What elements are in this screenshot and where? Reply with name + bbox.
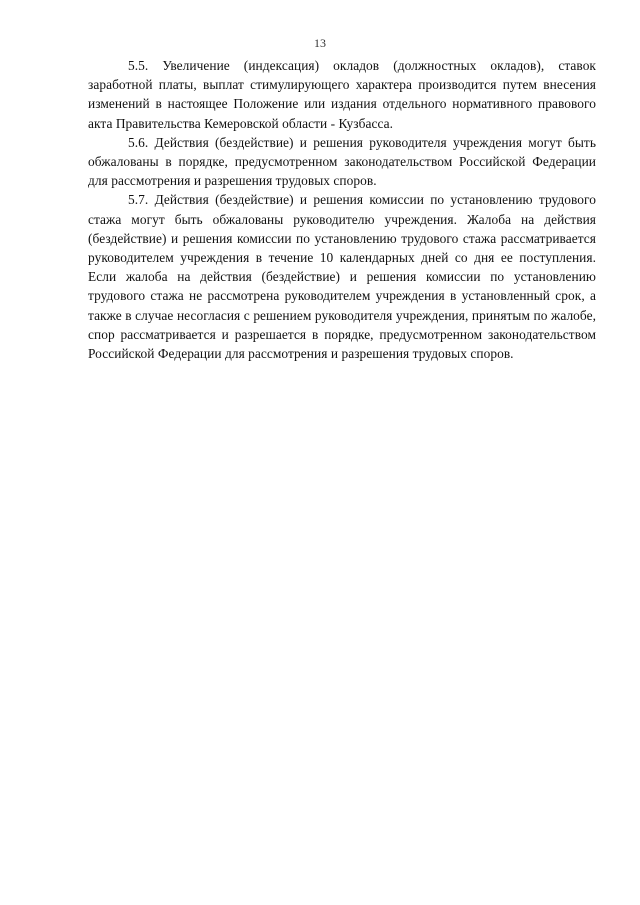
- paragraph-5-6: 5.6. Действия (бездействие) и решения руководителя учреждения могут быть обжалованы в порядке, предусмотренном законодательством Российской Федерации для рассмотрения и разрешения трудовых споров.: [88, 134, 596, 189]
- document-body: [88, 56, 596, 363]
- paragraph-5-7: 5.7. Действия (бездействие) и решения комиссии по установлению трудового стажа могут быть обжалованы руководителю учреждения. Жалоба на действия (бездействие) и решения комиссии по установлению трудового стажа рассматривается руководителем учреждения в течение 10 календарных дней со дня ее поступления. Если жалоба на действия (бездействие) и решения комиссии по установлению трудового стажа не рассмотрена руководителем учреждения в установленный срок, а также в случае несогласия с решением руководителя учреждения, принятым по жалобе, спор рассматривается и разрешается в порядке, предусмотренном законодательством Российской Федерации для рассмотрения и разрешения трудовых споров.: [88, 192, 596, 362]
- page-number: 13: [314, 36, 326, 50]
- paragraph-5-5: 5.5. Увеличение (индексация) окладов (должностных окладов), ставок заработной платы, выплат стимулирующего характера производится путем внесения изменений в настоящее Положение или издания отдельного нормативного правового акта Правительства Кемеровской области - Кузбасса.: [88, 58, 596, 131]
